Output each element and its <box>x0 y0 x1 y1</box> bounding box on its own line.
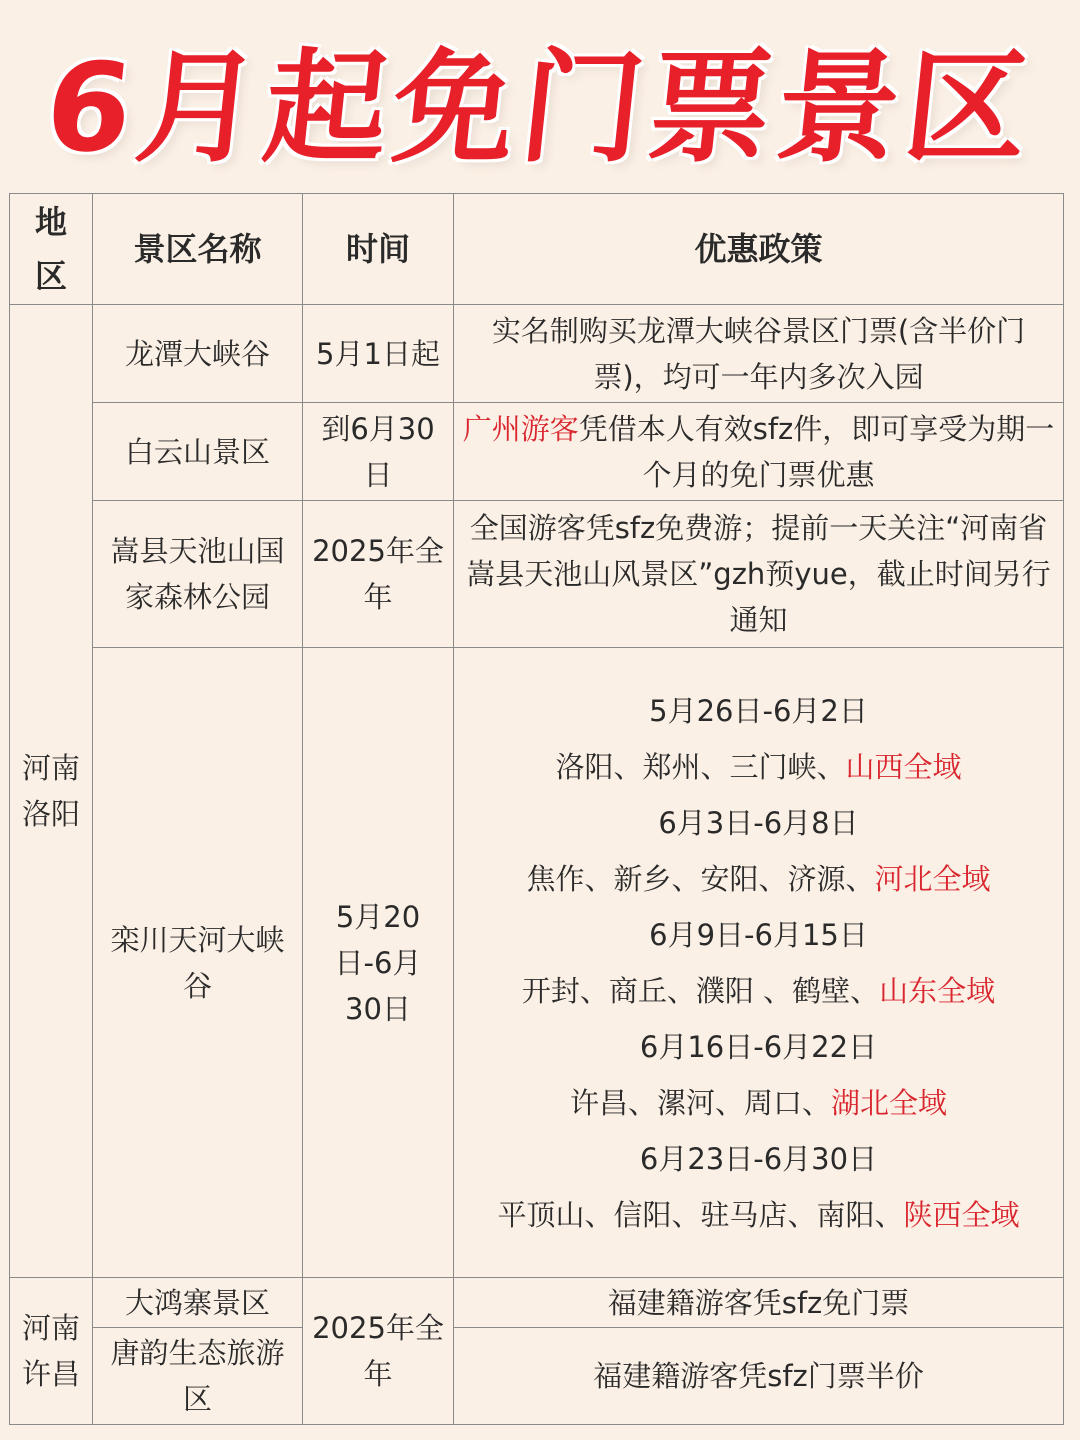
spot-name: 龙潭大峡谷 <box>93 305 303 403</box>
schedule-cities: 许昌、漯河、周口、湖北全域 <box>569 1085 948 1120</box>
spot-time: 2025年全年 <box>303 1278 454 1425</box>
schedule-cities: 洛阳、郑州、三门峡、山西全域 <box>555 749 962 784</box>
table-row <box>10 648 1064 1278</box>
policy-text: 凭借本人有效sfz件，即可享受为期一个月的免门票优惠 <box>578 411 1055 492</box>
schedule-cities: 开封、商丘、濮阳 、鹤壁、山东全域 <box>521 973 996 1008</box>
spot-time: 2025年全年 <box>303 501 454 648</box>
schedule-dates: 6月16日-6月22日 <box>639 1029 878 1064</box>
spot-name: 大鸿寨景区 <box>93 1278 303 1328</box>
spot-name: 唐韵生态旅游区 <box>93 1328 303 1425</box>
table-row <box>10 1328 1064 1425</box>
schedule-dates: 6月9日-6月15日 <box>649 917 868 952</box>
region-cell: 河南许昌 <box>10 1278 93 1425</box>
spot-time: 到6月30日 <box>303 403 454 501</box>
header-time: 时间 <box>303 194 454 305</box>
table-row <box>10 305 1064 403</box>
schedule-dates: 6月23日-6月30日 <box>639 1141 878 1176</box>
policy-highlight: 广州游客 <box>462 411 579 446</box>
region-cell: 河南洛阳 <box>10 305 93 1278</box>
header-policy: 优惠政策 <box>454 194 1064 305</box>
spot-name: 白云山景区 <box>93 403 303 501</box>
spot-policy: 全国游客凭sfz免费游；提前一天关注“河南省嵩县天池山风景区”gzh预yue，截止时间另行通知 <box>454 501 1064 648</box>
spot-time: 5月20日-6月30日 <box>303 648 454 1278</box>
table-row <box>10 403 1064 501</box>
spot-policy: 福建籍游客凭sfz免门票 <box>454 1278 1064 1328</box>
spot-policy: 福建籍游客凭sfz门票半价 <box>454 1328 1064 1425</box>
page-title: 6月起免门票景区 <box>39 37 1041 179</box>
table-row <box>10 1278 1064 1328</box>
header-name: 景区名称 <box>93 194 303 305</box>
schedule-dates: 6月3日-6月8日 <box>658 805 859 840</box>
schedule-cities: 平顶山、信阳、驻马店、南阳、陕西全域 <box>497 1197 1020 1232</box>
spot-time: 5月1日起 <box>303 305 454 403</box>
spot-name: 栾川天河大峡谷 <box>93 648 303 1278</box>
schedule-cities: 焦作、新乡、安阳、济源、河北全域 <box>526 861 991 896</box>
table-header-row <box>10 194 1064 305</box>
table-row <box>10 501 1064 648</box>
header-region: 地区 <box>10 194 93 305</box>
scenic-spot-table <box>9 193 1064 1425</box>
spot-policy <box>454 403 1064 501</box>
schedule-dates: 5月26日-6月2日 <box>649 693 868 728</box>
spot-name: 嵩县天池山国家森林公园 <box>93 501 303 648</box>
spot-policy: 实名制购买龙潭大峡谷景区门票(含半价门票)，均可一年内多次入园 <box>454 305 1064 403</box>
spot-schedule <box>454 648 1064 1278</box>
